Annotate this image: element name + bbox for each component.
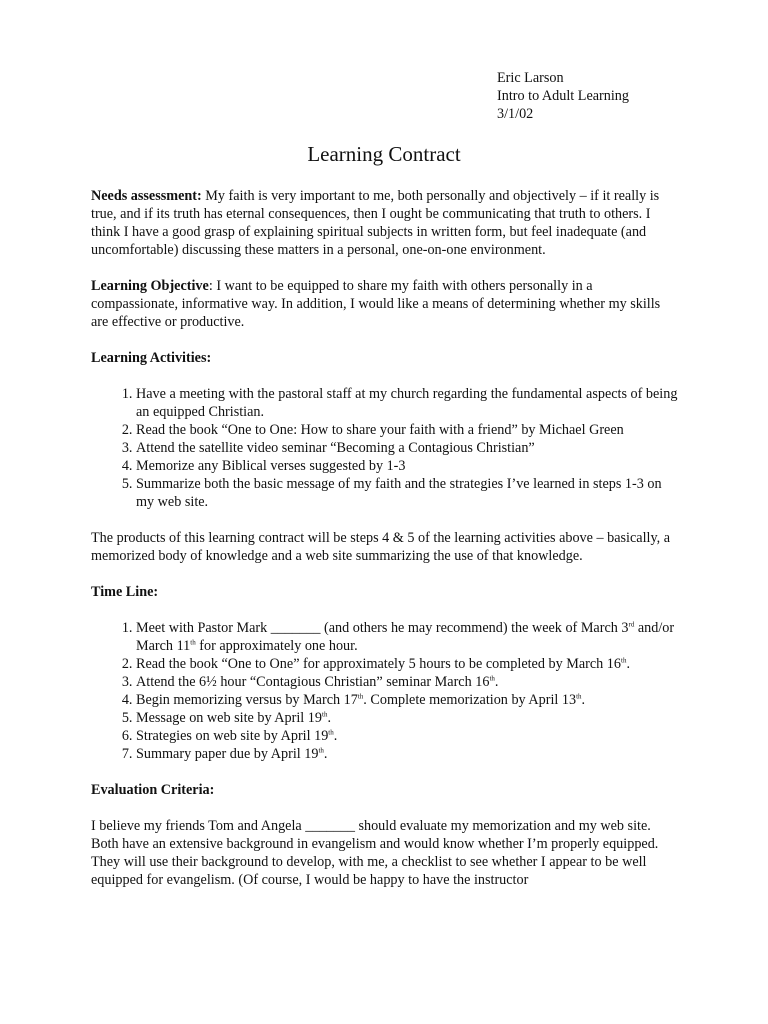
- ordinal-suffix: th: [357, 692, 364, 701]
- list-item: [136, 745, 681, 763]
- needs-assessment-label: Needs assessment:: [91, 188, 202, 204]
- list-item-text: Summary paper due by April 19: [136, 746, 319, 762]
- learning-activities-list: [91, 385, 681, 511]
- needs-assessment-text: My faith is very important to me, both personally and objectively – if it really is true, and if its truth has eternal consequences, then I ought be communicating that truth to others. I think I have a good grasp of explaining spiritual subjects in written form, but feel inadequate (and uncomfortable) discussing these matters in a personal, one-on-one environment.: [91, 188, 660, 258]
- list-item-text: Attend the 6½ hour “Contagious Christian” seminar March 16: [136, 674, 490, 690]
- ordinal-suffix: th: [328, 728, 334, 737]
- list-item: [136, 619, 681, 655]
- list-item-text: Read the book “One to One” for approximately 5 hours to be completed by March 16: [136, 656, 621, 672]
- learning-activities-heading: Learning Activities:: [91, 350, 212, 366]
- list-item-text: Begin memorizing versus by March 17: [136, 692, 358, 708]
- list-item-text: .: [327, 710, 331, 726]
- time-line-list: [91, 619, 681, 763]
- list-item: [136, 691, 681, 709]
- author-name: Eric Larson: [497, 70, 564, 86]
- list-item: [136, 655, 681, 673]
- ordinal-suffix: rd: [628, 620, 635, 629]
- document-title: Learning Contract: [307, 142, 461, 166]
- ordinal-suffix: th: [621, 656, 627, 665]
- evaluation-criteria-heading: Evaluation Criteria:: [91, 782, 215, 798]
- list-item: [136, 673, 681, 691]
- list-item-text: .: [494, 674, 499, 690]
- time-line-heading: Time Line:: [91, 584, 159, 600]
- list-item-text: Meet with Pastor Mark _______ (and others he may recommend) the week of March 3: [136, 620, 629, 636]
- course-name: Intro to Adult Learning: [497, 88, 629, 104]
- list-item-text: .: [626, 656, 630, 672]
- list-item-text: .: [323, 746, 328, 762]
- list-item: 5. Summarize both the basic message of my faith and the strategies I’ve learned in steps 1-3 on my web site.: [136, 475, 681, 511]
- list-item-text: .: [333, 728, 338, 744]
- list-item-text: and/or March 11: [136, 620, 675, 654]
- learning-objective-paragraph: [91, 277, 681, 331]
- list-item: [136, 709, 681, 727]
- list-item: [136, 727, 681, 745]
- evaluation-criteria-paragraph: I believe my friends Tom and Angela _______ should evaluate my memorization and my web site. Both have an extensive background in evangelism and would know whether I’m properly equipped. They will use their background to develop, with me, a checklist to see whether I appear to be well equipped for evangelism. (Of course, I would be happy to have the instructor: [91, 818, 659, 888]
- ordinal-suffix: th: [322, 710, 328, 719]
- list-item: 1. Have a meeting with the pastoral staff at my church regarding the fundamental aspects of being an equipped Christian.: [136, 385, 681, 421]
- learning-objective-label: Learning Objective: [91, 278, 209, 294]
- ordinal-suffix: th: [190, 638, 196, 647]
- list-item: 3. Attend the satellite video seminar “Becoming a Contagious Christian”: [136, 439, 681, 457]
- list-item-text: Message on web site by April 19: [136, 710, 322, 726]
- list-item-text: . Complete memorization by April 13: [363, 692, 577, 708]
- list-item-text: for approximately one hour.: [195, 638, 358, 654]
- list-item-text: Strategies on web site by April 19: [136, 728, 329, 744]
- ordinal-suffix: th: [318, 746, 324, 755]
- ordinal-suffix: th: [576, 692, 582, 701]
- list-item: 4. Memorize any Biblical verses suggested by 1-3: [136, 457, 681, 475]
- ordinal-suffix: th: [489, 674, 495, 683]
- needs-assessment-paragraph: [91, 187, 681, 259]
- author-header: [497, 69, 629, 123]
- products-paragraph: The products of this learning contract will be steps 4 & 5 of the learning activities above – basically, a memorized body of knowledge and a web site summarizing the use of that knowledge.: [91, 530, 671, 564]
- document-body: [91, 187, 681, 907]
- list-item: 2. Read the book “One to One: How to share your faith with a friend” by Michael Green: [136, 421, 681, 439]
- list-item-text: .: [581, 692, 586, 708]
- learning-objective-text: : I want to be equipped to share my faith with others personally in a compassionate, informative way. In addition, I would like a means of determining whether my skills are effective or productive.: [91, 278, 661, 330]
- document-date: 3/1/02: [497, 106, 534, 122]
